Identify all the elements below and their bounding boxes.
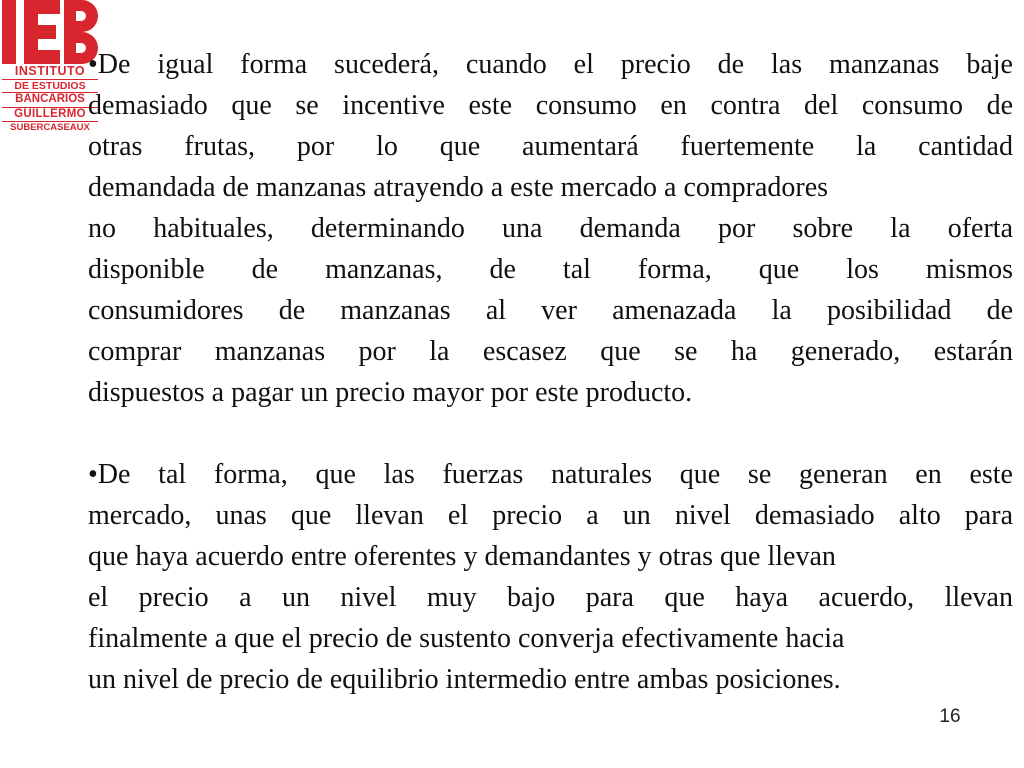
paragraph-1 [88, 44, 1013, 413]
text-line: comprar manzanas por la escasez que se ha generado, estarán [88, 336, 1013, 367]
text-line: demandada de manzanas atrayendo a este mercado a compradores [88, 172, 829, 203]
slide-body [88, 44, 1013, 700]
text-line: demasiado que se incentive este consumo en contra del consumo de [88, 90, 1013, 121]
logo-line: GUILLERMO [2, 109, 98, 123]
institute-logo [0, 0, 100, 150]
page-number: 16 [939, 706, 961, 727]
text-line: no habituales, determinando una demanda por sobre la oferta [88, 213, 1013, 244]
paragraph-gap [88, 413, 1013, 454]
text-line: otras frutas, por lo que aumentará fuertemente la cantidad [88, 131, 1013, 162]
text-line: finalmente a que el precio de sustento converja efectivamente hacia [88, 623, 845, 654]
text-line: un nivel de precio de equilibrio intermedio entre ambas posiciones. [88, 664, 841, 695]
text-line: •De tal forma, que las fuerzas naturales que se generan en este [88, 459, 1013, 490]
logo-line: SUBERCASEAUX [10, 122, 90, 133]
logo-text [2, 65, 98, 135]
text-line: que haya acuerdo entre oferentes y demandantes y otras que llevan [88, 541, 836, 572]
text-line: el precio a un nivel muy bajo para que haya acuerdo, llevan [88, 582, 1013, 613]
text-line: consumidores de manzanas al ver amenazada la posibilidad de [88, 295, 1013, 326]
text-line: •De igual forma sucederá, cuando el precio de las manzanas baje [88, 49, 1013, 80]
paragraph-2 [88, 454, 1013, 700]
text-line: dispuestos a pagar un precio mayor por este producto. [88, 377, 693, 408]
text-line: disponible de manzanas, de tal forma, que los mismos [88, 254, 1013, 285]
ieb-logo-mark-icon [0, 0, 100, 64]
logo-line: INSTITUTO [2, 65, 98, 80]
text-line: mercado, unas que llevan el precio a un nivel demasiado alto para [88, 500, 1013, 531]
logo-line: DE ESTUDIOS [2, 81, 98, 94]
logo-line: BANCARIOS [2, 94, 98, 108]
